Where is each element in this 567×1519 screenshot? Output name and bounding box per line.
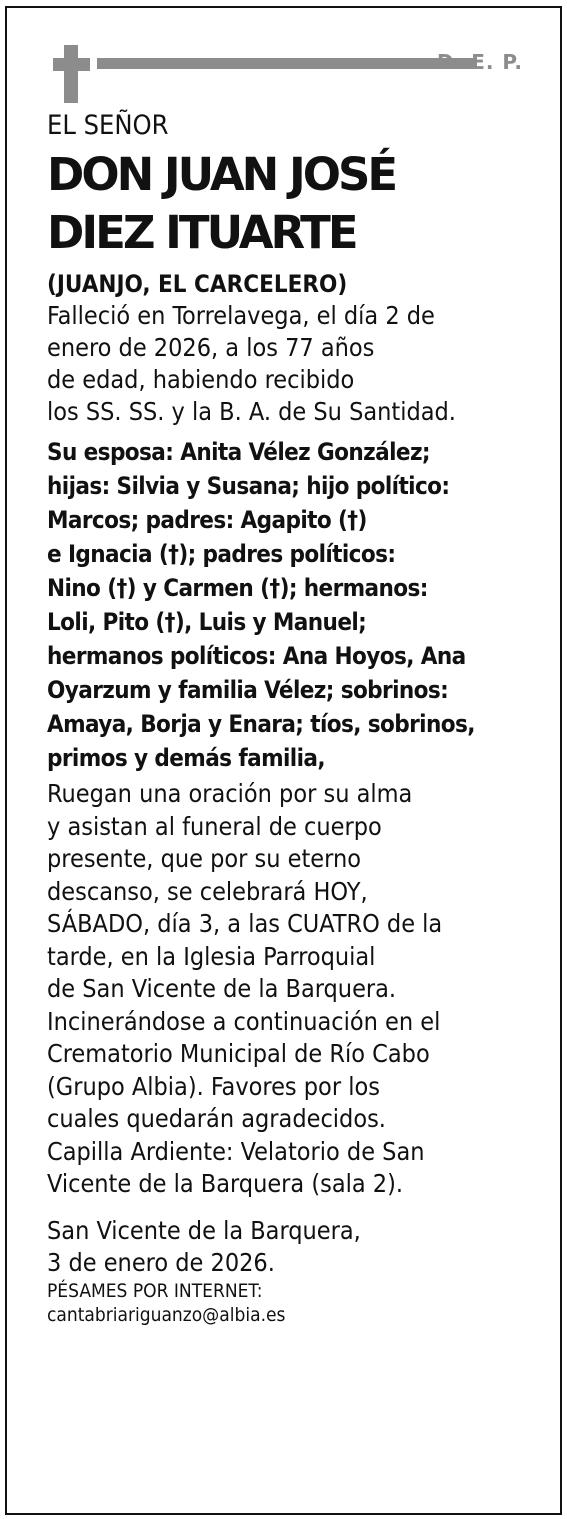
text-line: (Grupo Albia). Favores por los xyxy=(47,1071,380,1101)
nickname: (JUANJO, EL CARCELERO) xyxy=(47,270,348,298)
text-line: Oyarzum y familia Vélez; sobrinos: xyxy=(47,676,449,704)
text-line: Su esposa: Anita Vélez González; xyxy=(47,438,430,466)
text-line: 3 de enero de 2026. xyxy=(47,1247,275,1277)
text-line: Capilla Ardiente: Velatorio de San xyxy=(47,1136,425,1166)
text-line: de San Vicente de la Barquera. xyxy=(47,974,397,1003)
text-line: los SS. SS. y la B. A. de Su Santidad. xyxy=(47,397,456,426)
text-line: Nino (†) y Carmen (†); hermanos: xyxy=(47,574,428,602)
funeral-request xyxy=(47,778,527,1201)
text-line: Amaya, Borja y Enara; tíos, sobrinos, xyxy=(47,710,475,738)
text-line: SÁBADO, día 3, a las CUATRO de la xyxy=(47,909,443,938)
text-line: enero de 2026, a los 77 años xyxy=(47,333,375,362)
text-line: de edad, habiendo recibido xyxy=(47,365,355,394)
text-line: e Ignacia (†); padres políticos: xyxy=(47,540,396,568)
text-line: Loli, Pito (†), Luis y Manuel; xyxy=(47,608,367,636)
text-line: descanso, se celebrará HOY, xyxy=(47,876,368,906)
text-line: hijas: Silvia y Susana; hijo político: xyxy=(47,472,450,500)
text-line: cuales quedarán agradecidos. xyxy=(47,1104,386,1133)
text-line: Crematorio Municipal de Río Cabo xyxy=(47,1039,430,1068)
notice-content xyxy=(47,108,527,1327)
death-details xyxy=(47,300,527,428)
text-line: Incinerándose a continuación en el xyxy=(47,1006,441,1036)
text-line: primos y demás familia, xyxy=(47,744,325,772)
text-line: Ruegan una oración por su alma xyxy=(47,779,413,808)
place-and-date xyxy=(47,1215,527,1279)
condolences-label: PÉSAMES POR INTERNET: xyxy=(47,1279,263,1302)
text-line: presente, que por su eterno xyxy=(47,844,361,873)
text-line: San Vicente de la Barquera, xyxy=(47,1215,361,1245)
text-line: hermanos políticos: Ana Hoyos, Ana xyxy=(47,642,466,670)
honorific: EL SEÑOR xyxy=(47,110,169,141)
name-line: DIEZ ITUARTE xyxy=(47,206,356,259)
condolences-email: cantabriariguanzo@albia.es xyxy=(47,1303,286,1326)
header-rule xyxy=(97,58,477,69)
family-list xyxy=(47,435,527,775)
text-line: Vicente de la Barquera (sala 2). xyxy=(47,1169,404,1198)
text-line: tarde, en la Iglesia Parroquial xyxy=(47,941,376,971)
text-line: Marcos; padres: Agapito (†) xyxy=(47,506,367,534)
text-line: y asistan al funeral de cuerpo xyxy=(47,811,382,841)
deceased-name xyxy=(47,146,527,262)
notice-header xyxy=(53,45,523,105)
dep-label: D. E. P. xyxy=(437,50,523,74)
text-line: Falleció en Torrelavega, el día 2 de xyxy=(47,301,435,330)
name-line: DON JUAN JOSÉ xyxy=(47,148,396,201)
